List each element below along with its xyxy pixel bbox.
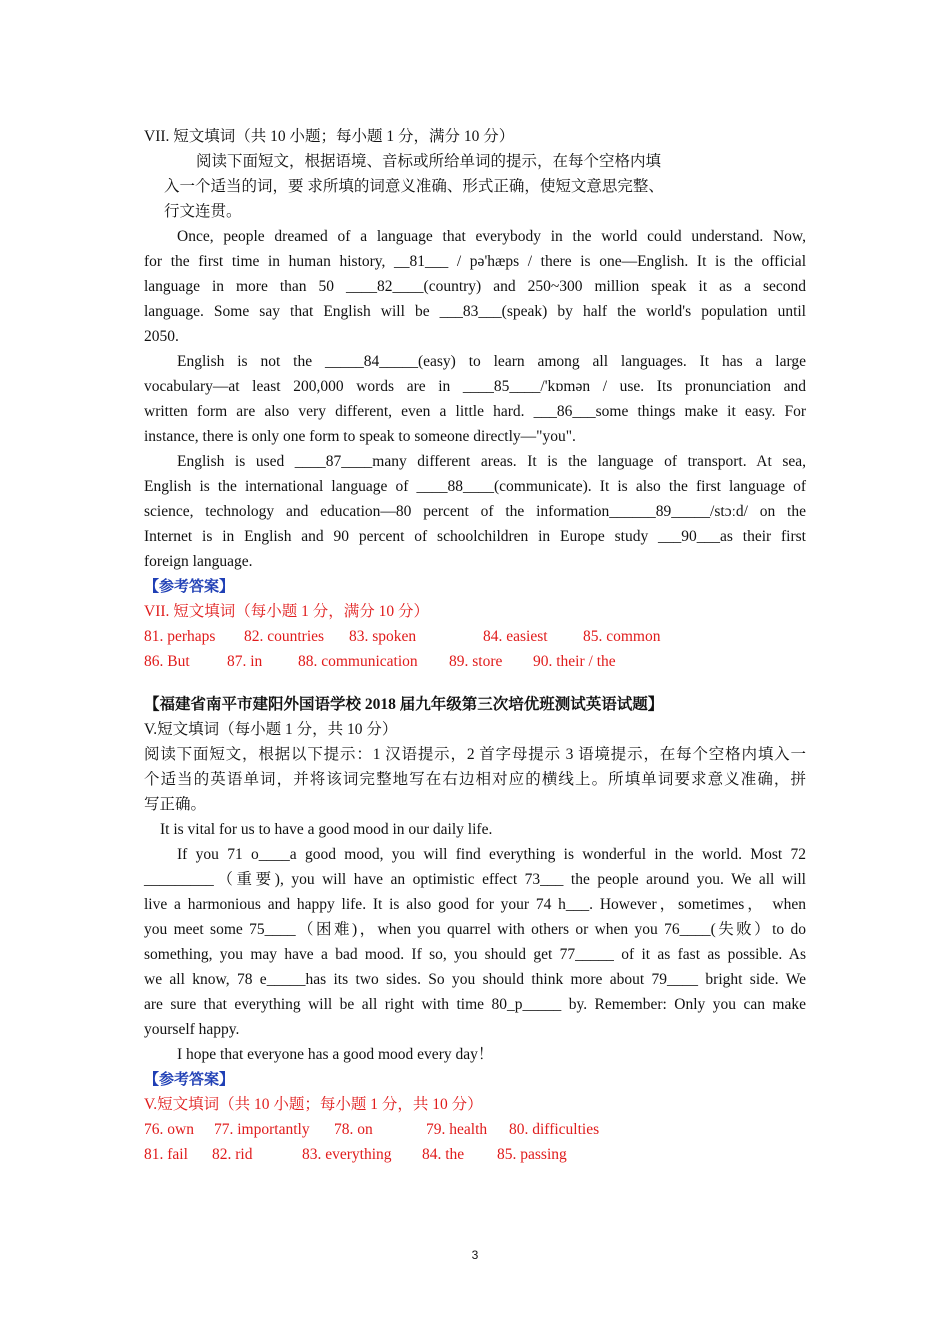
passage-line: science, technology and education—80 percent of the information______89_____/stɔːd/ on the xyxy=(144,503,806,520)
page-number: 3 xyxy=(471,1248,479,1262)
passage-line: are sure that everything will be all right with time 80_p_____ by. Remember: Only you can make xyxy=(144,996,806,1013)
answer-item: 79. health xyxy=(426,1121,488,1138)
answer-item: 85. passing xyxy=(497,1146,567,1163)
answer-item: 87. in xyxy=(227,653,263,670)
answer-item: 81. fail xyxy=(144,1146,188,1163)
passage-line: 2050. xyxy=(144,328,179,345)
passage-line: Internet is in English and 90 percent of schoolchildren in Europe study ___90___as their first xyxy=(144,528,806,545)
answer-item: 83. everything xyxy=(302,1146,392,1163)
passage-line: I hope that everyone has a good mood every day！ xyxy=(177,1046,494,1063)
answer-item: 84. easiest xyxy=(483,628,548,645)
passage-line: English is the international language of ____88____(communicate). It is also the first language of xyxy=(144,478,806,495)
section5-heading: V.短文填词（每小题 1 分，共 10 分） xyxy=(144,721,398,738)
passage-line: language. Some say that English will be ___83___(speak) by half the world's population until xyxy=(144,303,806,320)
answer-label: 【参考答案】 xyxy=(144,577,235,595)
passage-line: foreign language. xyxy=(144,553,253,570)
section5-instruction: 个适当的英语单词，并将该词完整地写在右边相对应的横线上。所填单词要求意义准确，拼 xyxy=(144,771,806,788)
document-page xyxy=(144,124,806,1167)
passage-line: English is not the _____84_____(easy) to learn among all languages. It has a large xyxy=(177,353,806,370)
answer-row xyxy=(144,649,806,674)
answer-item: 85. common xyxy=(583,628,661,645)
answer-item: 82. rid xyxy=(212,1146,253,1163)
section5-instruction: 写正确。 xyxy=(144,796,207,813)
answer-label: 【参考答案】 xyxy=(144,1070,235,1088)
passage-line: something, you may have a bad mood. If so, you should get 77_____ of it as fast as possible. As xyxy=(144,946,806,963)
answer-item: 80. difficulties xyxy=(509,1121,600,1138)
answer-row xyxy=(144,624,806,649)
passage-line: written form are also very different, even a little hard. ___86___some things make it easy. For xyxy=(144,403,806,420)
answer-item: 81. perhaps xyxy=(144,628,216,645)
answer-item: 86. But xyxy=(144,653,190,670)
passage-line: you meet some 75____（困难)，when you quarrel with others or when you 76____(失败）to do xyxy=(144,921,806,938)
section7-heading: VII. 短文填词（共 10 小题；每小题 1 分，满分 10 分） xyxy=(144,128,515,145)
passage-line: live a harmonious and happy life. It is also good for your 74 h___. However，sometimes， when xyxy=(144,896,806,913)
answer-item: 90. their / the xyxy=(533,653,616,670)
answer-heading: VII. 短文填词（每小题 1 分，满分 10 分） xyxy=(144,603,430,620)
answer-item: 89. store xyxy=(449,653,503,670)
section7-instruction: 阅读下面短文，根据语境、音标或所给单词的提示，在每个空格内填 xyxy=(196,153,662,170)
answer-item: 84. the xyxy=(422,1146,465,1163)
answer-item: 88. communication xyxy=(298,653,418,670)
passage-line: for the first time in human history, __81___ / pə'hæps / there is one—English. It is the official xyxy=(144,253,806,270)
answer-item: 76. own xyxy=(144,1121,194,1138)
answer-row xyxy=(144,1142,806,1167)
passage-line: language in more than 50 ____82____(country) and 250~300 million speak it as a second xyxy=(144,278,806,295)
passage-line: Once, people dreamed of a language that everybody in the world could understand. Now, xyxy=(177,228,806,245)
answer-item: 78. on xyxy=(334,1121,373,1138)
passage-line: English is used ____87____many different areas. It is the language of transport. At sea, xyxy=(177,453,806,470)
answer-item: 82. countries xyxy=(244,628,325,645)
section7-instruction: 入一个适当的词，要 求所填的词意义准确、形式正确，使短文意思完整、 xyxy=(164,178,664,195)
passage-line: yourself happy. xyxy=(144,1021,240,1038)
answer-heading: V.短文填词（共 10 小题；每小题 1 分，共 10 分） xyxy=(144,1096,483,1113)
answer-item: 83. spoken xyxy=(349,628,417,645)
answer-item: 77. importantly xyxy=(214,1121,310,1138)
section5-source: 【福建省南平市建阳外国语学校 2018 届九年级第三次培优班测试英语试题】 xyxy=(144,696,664,713)
section7-instruction: 行文连贯。 xyxy=(164,203,242,220)
section5-instruction: 阅读下面短文，根据以下提示：1 汉语提示，2 首字母提示 3 语境提示，在每个空格内填入一 xyxy=(144,746,806,763)
passage-line: It is vital for us to have a good mood in our daily life. xyxy=(160,821,493,838)
passage-line: we all know, 78 e_____has its two sides. So you should think more about 79____ bright side. We xyxy=(144,971,806,988)
passage-line: instance, there is only one form to speak to someone directly—"you". xyxy=(144,428,576,445)
passage-line: _________（重要), you will have an optimistic effect 73___ the people around you. We all will xyxy=(144,871,806,888)
answer-row xyxy=(144,1117,806,1142)
passage-line: vocabulary—at least 200,000 words are in ____85____/'kɒmən / use. Its pronunciation and xyxy=(144,378,806,395)
passage-line: If you 71 o____a good mood, you will find everything is wonderful in the world. Most 72 xyxy=(177,846,806,863)
